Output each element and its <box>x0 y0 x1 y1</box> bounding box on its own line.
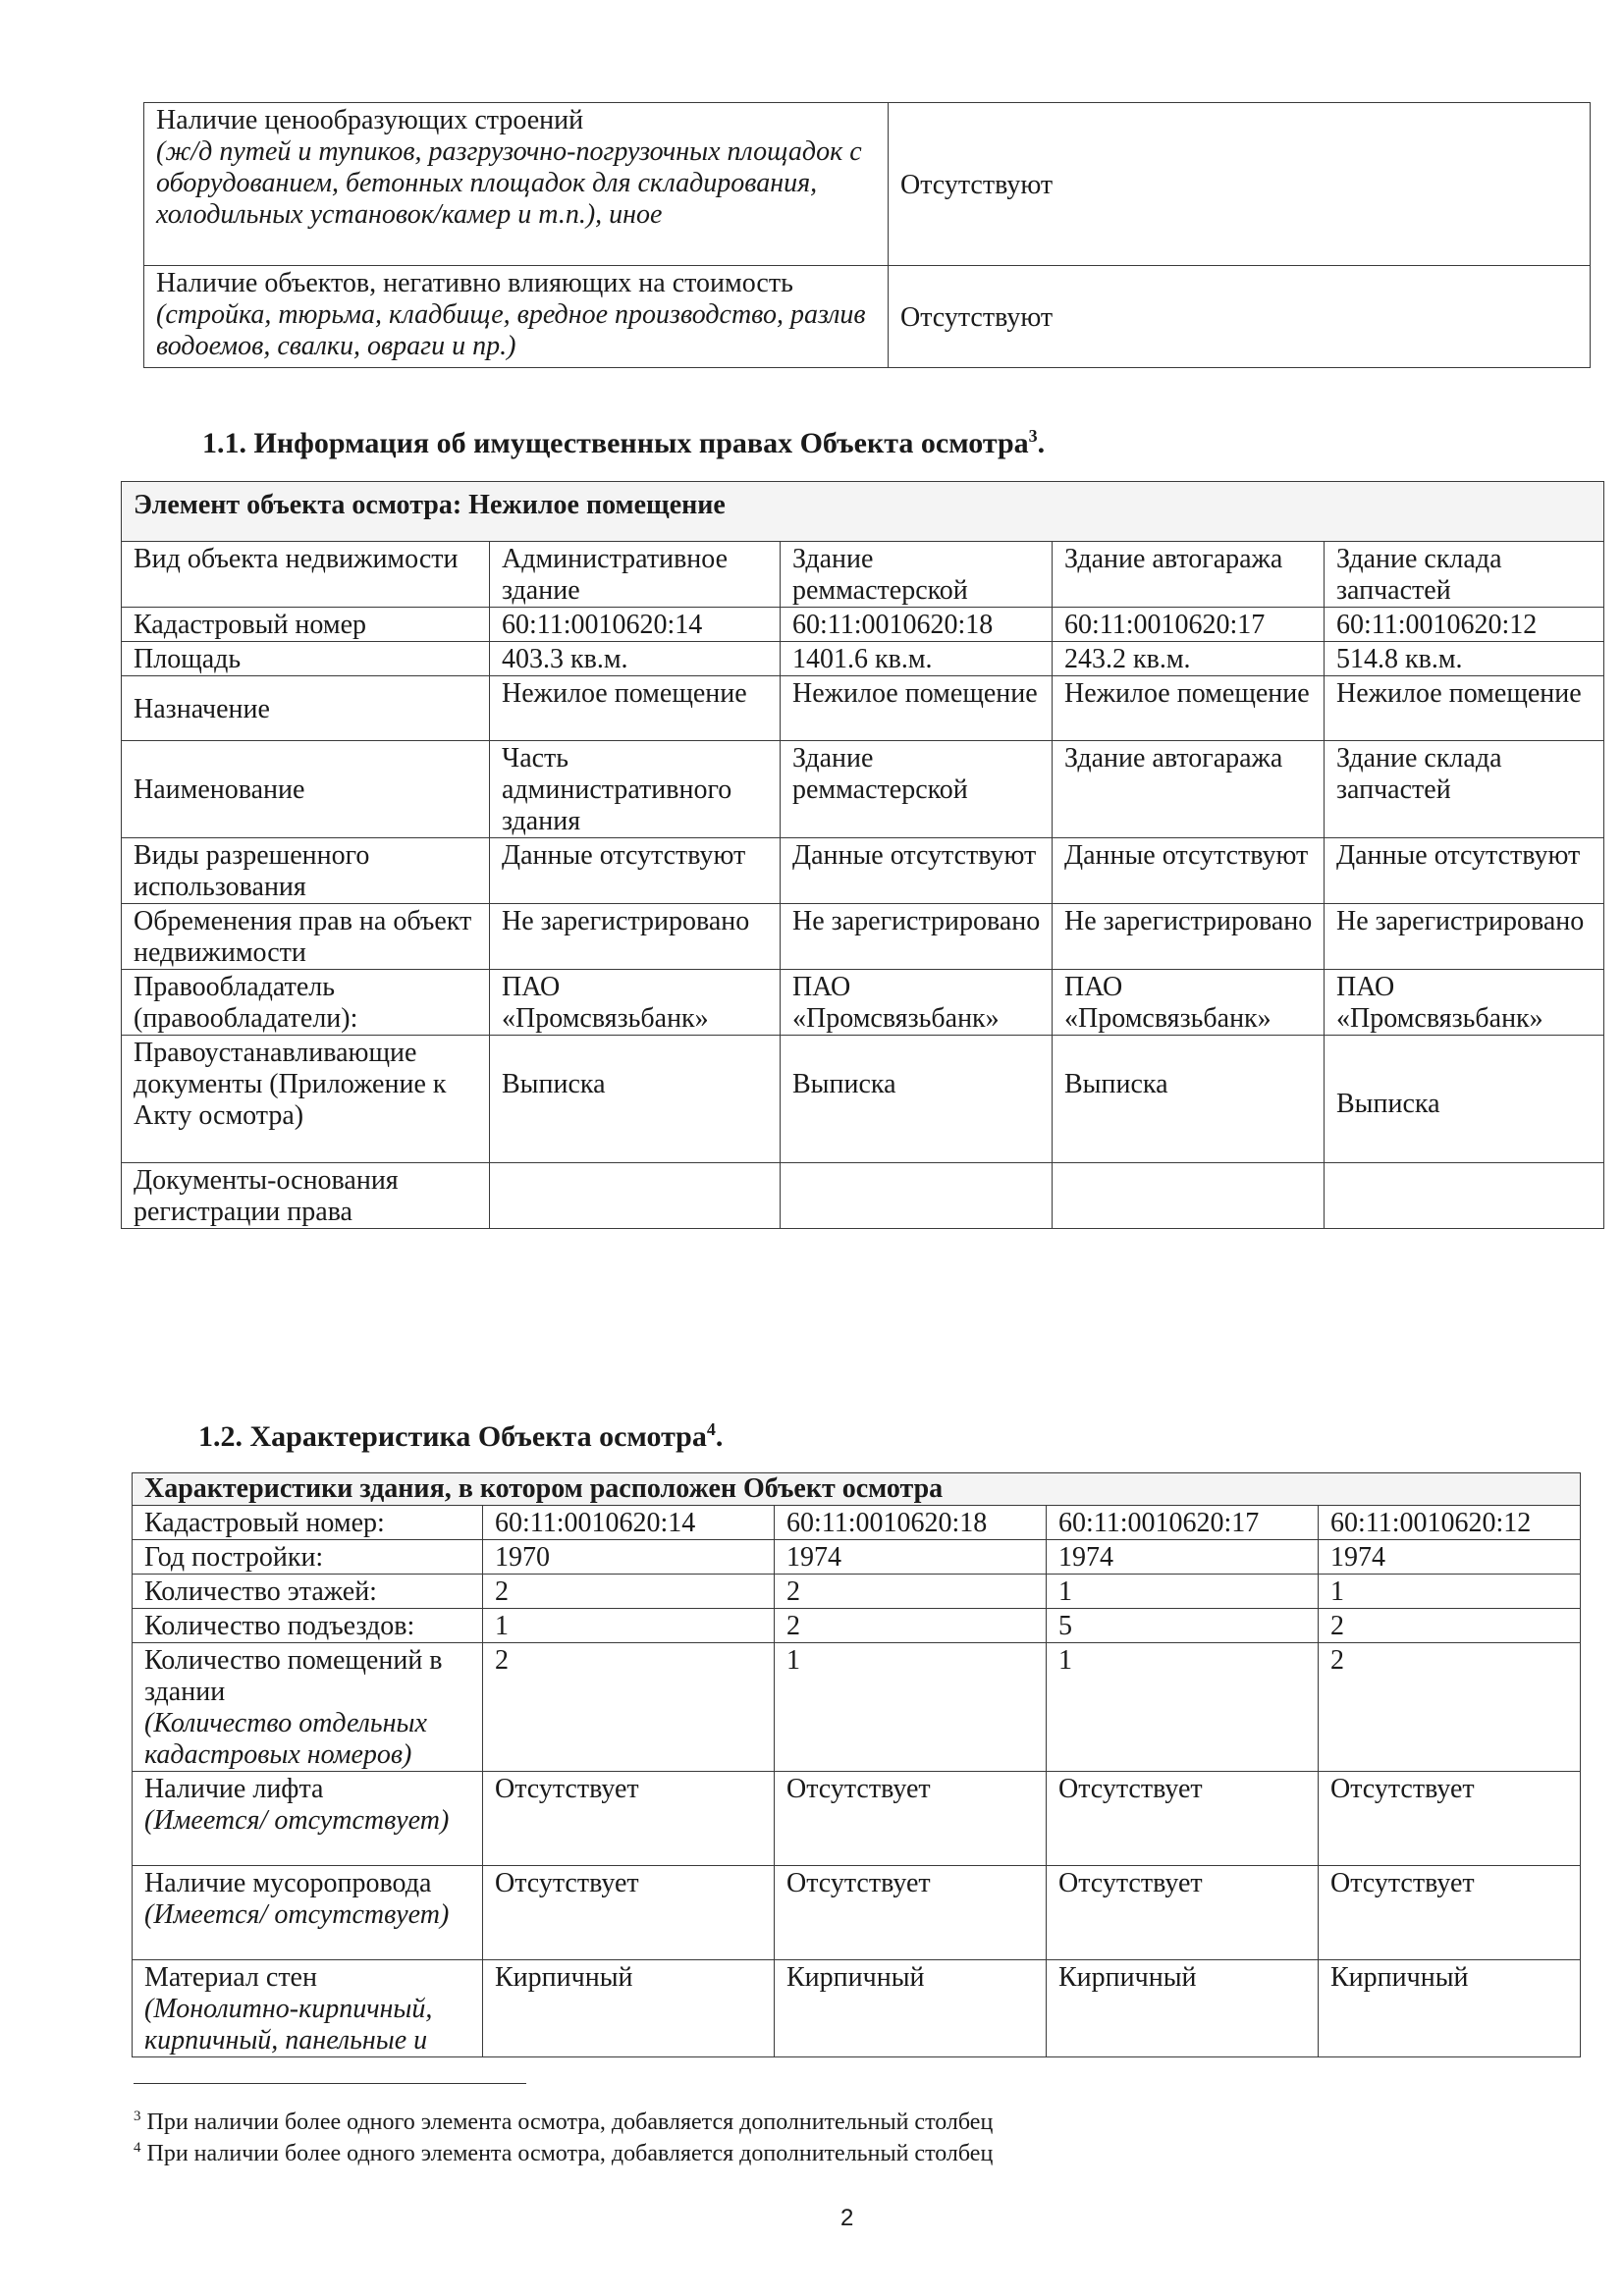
table-cell: 1974 <box>1047 1540 1319 1575</box>
table-cell: 60:11:0010620:18 <box>781 608 1053 642</box>
label-text: Материал стен <box>144 1962 317 1993</box>
price-forming-objects-table <box>143 102 1591 368</box>
table-cell: 1 <box>483 1609 775 1643</box>
table-cell: Не зарегистрировано <box>490 904 781 970</box>
table-cell: Данные отсутствуют <box>781 838 1053 904</box>
footnote-ref: 3 <box>1028 426 1038 446</box>
table-caption-row <box>133 1473 1581 1506</box>
table-cell: Кирпичный <box>775 1960 1047 2057</box>
table-cell: ПАО «Промсвязьбанк» <box>781 970 1053 1036</box>
table-row <box>144 103 1591 266</box>
table-cell: 60:11:0010620:14 <box>490 608 781 642</box>
table-cell: 403.3 кв.м. <box>490 642 781 676</box>
table-cell: 1 <box>1047 1575 1319 1609</box>
table-row <box>122 676 1604 741</box>
table-cell: Здание реммастерской <box>781 741 1053 838</box>
label-note: (ж/д путей и тупиков, разгрузочно-погрузочных площадок с оборудованием, бетонных площадок для складирования, холодильных установок/камер и т.п.), иное <box>156 136 862 230</box>
row-value: Отсутствуют <box>889 266 1591 368</box>
row-label: Наименование <box>122 741 490 838</box>
table-cell: 243.2 кв.м. <box>1053 642 1325 676</box>
table-cell: Кирпичный <box>1047 1960 1319 2057</box>
heading-text: 1.1. Информация об имущественных правах Объекта осмотра <box>202 427 1029 459</box>
table-cell: 1974 <box>775 1540 1047 1575</box>
row-label <box>144 266 889 368</box>
label-note: (Монолитно-кирпичный, кирпичный, панельные и <box>144 1994 433 2056</box>
table-cell: Не зарегистрировано <box>781 904 1053 970</box>
table-cell: Нежилое помещение <box>1053 676 1325 741</box>
table-row <box>133 1643 1581 1772</box>
building-characteristics-table <box>132 1472 1581 2057</box>
table-cell: Нежилое помещение <box>1325 676 1604 741</box>
table-cell: Выписка <box>1053 1036 1325 1163</box>
page-number: 2 <box>840 2205 854 2231</box>
label-note: (Количество отдельных кадастровых номеров) <box>144 1708 427 1770</box>
label-text: Количество этажей: <box>144 1576 377 1607</box>
table-cell: 1970 <box>483 1540 775 1575</box>
table-cell: Отсутствует <box>775 1866 1047 1960</box>
row-label: Обременения прав на объект недвижимости <box>122 904 490 970</box>
table-row <box>133 1866 1581 1960</box>
table-cell: 1 <box>1319 1575 1581 1609</box>
label-text: Наличие ценообразующих строений <box>156 105 584 135</box>
table-row <box>133 1540 1581 1575</box>
table-row <box>122 741 1604 838</box>
table-cell: Отсутствует <box>483 1866 775 1960</box>
row-label <box>133 1866 483 1960</box>
table-cell: Здание склада запчастей <box>1325 741 1604 838</box>
table-cell: Здание автогаража <box>1053 741 1325 838</box>
table-row <box>133 1609 1581 1643</box>
table-cell: 2 <box>483 1575 775 1609</box>
table-cell: 60:11:0010620:18 <box>775 1506 1047 1540</box>
table-cell: Выписка <box>490 1036 781 1163</box>
table-cell: Здание склада запчастей <box>1325 542 1604 608</box>
table-caption: Характеристики здания, в котором расположен Объект осмотра <box>133 1473 1581 1506</box>
row-label: Кадастровый номер <box>122 608 490 642</box>
table-cell: 2 <box>1319 1643 1581 1772</box>
label-text: Наличие мусоропровода <box>144 1868 432 1898</box>
table-row <box>144 266 1591 368</box>
table-cell: Не зарегистрировано <box>1053 904 1325 970</box>
table-cell: 514.8 кв.м. <box>1325 642 1604 676</box>
footnote-text: При наличии более одного элемента осмотра, добавляется дополнительный столбец <box>146 2109 994 2135</box>
label-text: Наличие объектов, негативно влияющих на стоимость <box>156 268 793 298</box>
table-cell: Кирпичный <box>1319 1960 1581 2057</box>
table-cell: ПАО «Промсвязьбанк» <box>490 970 781 1036</box>
table-cell: Кирпичный <box>483 1960 775 2057</box>
row-label <box>133 1575 483 1609</box>
footnote-ref: 4 <box>706 1419 716 1439</box>
table-cell <box>1053 1163 1325 1229</box>
row-value: Отсутствуют <box>889 103 1591 266</box>
table-cell: 1 <box>775 1643 1047 1772</box>
table-cell: Отсутствует <box>483 1772 775 1866</box>
table-cell: Отсутствует <box>1047 1772 1319 1866</box>
table-row <box>133 1960 1581 2057</box>
table-cell: Не зарегистрировано <box>1325 904 1604 970</box>
heading-text: 1.2. Характеристика Объекта осмотра <box>198 1420 707 1453</box>
row-label <box>133 1960 483 2057</box>
footnote-divider <box>134 2083 526 2084</box>
table-cell: Данные отсутствуют <box>1053 838 1325 904</box>
table-cell: 2 <box>775 1575 1047 1609</box>
property-rights-table <box>121 481 1604 1229</box>
table-cell: 60:11:0010620:12 <box>1319 1506 1581 1540</box>
table-row <box>122 542 1604 608</box>
row-label <box>133 1609 483 1643</box>
section-heading-property-rights <box>202 418 1045 461</box>
table-cell: Нежилое помещение <box>781 676 1053 741</box>
label-note: (Имеется/ отсутствует) <box>144 1805 450 1836</box>
heading-end: . <box>715 1420 724 1453</box>
table-row <box>133 1506 1581 1540</box>
row-label: Назначение <box>122 676 490 741</box>
table-row <box>122 608 1604 642</box>
row-label: Вид объекта недвижимости <box>122 542 490 608</box>
row-label: Правоустанавливающие документы (Приложение к Акту осмотра) <box>122 1036 490 1163</box>
label-note: (Имеется/ отсутствует) <box>144 1899 450 1930</box>
table-cell: Отсутствует <box>775 1772 1047 1866</box>
table-caption-row <box>122 482 1604 542</box>
table-cell: Выписка <box>781 1036 1053 1163</box>
table-cell: 1 <box>1047 1643 1319 1772</box>
table-cell: 60:11:0010620:14 <box>483 1506 775 1540</box>
row-label: Документы-основания регистрации права <box>122 1163 490 1229</box>
table-cell: Отсутствует <box>1047 1866 1319 1960</box>
heading-end: . <box>1037 427 1046 459</box>
table-row <box>122 838 1604 904</box>
footnote <box>134 2134 993 2167</box>
table-cell: 5 <box>1047 1609 1319 1643</box>
section-heading-object-characteristics <box>198 1412 723 1455</box>
table-cell <box>781 1163 1053 1229</box>
table-row <box>133 1575 1581 1609</box>
table-cell: 1401.6 кв.м. <box>781 642 1053 676</box>
footnote-mark: 3 <box>134 2109 141 2124</box>
table-cell: 2 <box>1319 1609 1581 1643</box>
footnote-mark: 4 <box>134 2140 141 2156</box>
table-cell: Данные отсутствуют <box>1325 838 1604 904</box>
table-row <box>133 1772 1581 1866</box>
table-cell <box>490 1163 781 1229</box>
row-label <box>144 103 889 266</box>
table-row <box>122 1163 1604 1229</box>
label-text: Наличие лифта <box>144 1774 324 1804</box>
table-cell: Отсутствует <box>1319 1866 1581 1960</box>
row-label <box>133 1506 483 1540</box>
table-cell: 2 <box>775 1609 1047 1643</box>
row-label <box>133 1772 483 1866</box>
row-label: Площадь <box>122 642 490 676</box>
table-cell: 60:11:0010620:12 <box>1325 608 1604 642</box>
table-cell: 2 <box>483 1643 775 1772</box>
table-cell: Отсутствует <box>1319 1772 1581 1866</box>
table-cell: 1974 <box>1319 1540 1581 1575</box>
table-cell: Часть административного здания <box>490 741 781 838</box>
table-row <box>122 970 1604 1036</box>
table-cell: Выписка <box>1325 1036 1604 1163</box>
row-label: Правообладатель (правообладатели): <box>122 970 490 1036</box>
row-label: Виды разрешенного использования <box>122 838 490 904</box>
table-cell: 60:11:0010620:17 <box>1047 1506 1319 1540</box>
table-cell: Здание реммастерской <box>781 542 1053 608</box>
table-caption: Элемент объекта осмотра: Нежилое помещение <box>122 482 1604 542</box>
table-cell: 60:11:0010620:17 <box>1053 608 1325 642</box>
footnote <box>134 2103 993 2136</box>
row-label <box>133 1540 483 1575</box>
row-label <box>133 1643 483 1772</box>
table-cell: Здание автогаража <box>1053 542 1325 608</box>
label-note: (стройка, тюрьма, кладбище, вредное производство, разлив водоемов, свалки, овраги и пр.) <box>156 299 866 361</box>
label-text: Количество помещений в здании <box>144 1645 443 1707</box>
label-text: Год постройки: <box>144 1542 324 1573</box>
table-cell <box>1325 1163 1604 1229</box>
footnote-text: При наличии более одного элемента осмотра, добавляется дополнительный столбец <box>146 2141 994 2166</box>
label-text: Количество подъездов: <box>144 1611 415 1641</box>
table-cell: Данные отсутствуют <box>490 838 781 904</box>
table-cell: ПАО «Промсвязьбанк» <box>1325 970 1604 1036</box>
table-row <box>122 904 1604 970</box>
table-cell: Нежилое помещение <box>490 676 781 741</box>
table-cell: ПАО «Промсвязьбанк» <box>1053 970 1325 1036</box>
label-text: Кадастровый номер: <box>144 1508 385 1538</box>
table-row <box>122 642 1604 676</box>
table-cell: Административное здание <box>490 542 781 608</box>
table-row <box>122 1036 1604 1163</box>
